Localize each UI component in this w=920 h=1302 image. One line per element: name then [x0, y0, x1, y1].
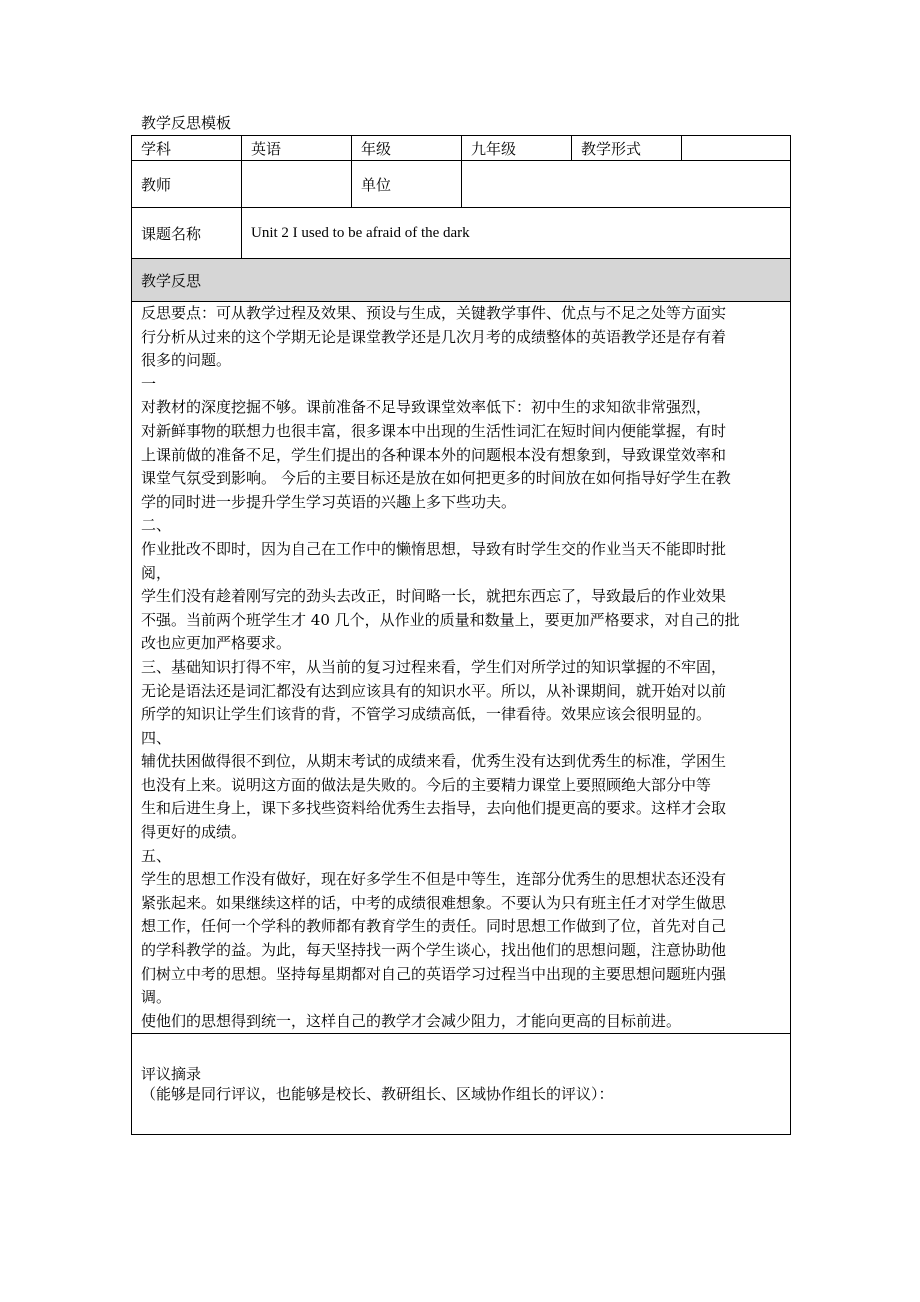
reflection-line: 辅优扶困做得很不到位，从期末考试的成绩来看，优秀生没有达到优秀生的标准，学困生: [141, 752, 727, 771]
subject-row: [132, 136, 791, 161]
teacher-value[interactable]: [242, 161, 352, 208]
reflection-content[interactable]: [132, 302, 791, 1034]
teacher-label: 教师: [132, 161, 242, 208]
reflection-line: 的学科教学的益。为此，每天坚持找一两个学生谈心，找出他们的思想问题，注意协助他: [141, 941, 727, 960]
reflection-line: 对新鲜事物的联想力也很丰富，很多课本中出现的生活性词汇在短时间内便能掌握，有时: [141, 421, 727, 440]
reflection-line: 得更好的成绩。: [141, 823, 247, 842]
reflection-line: 学的同时进一步提升学生学习英语的兴趣上多下些功夫。: [141, 492, 517, 511]
reflection-line: 也没有上来。说明这方面的做法是失败的。今后的主要精力课堂上要照顾绝大部分中等: [141, 775, 712, 794]
reflection-line: 不强。当前两个班学生才 40 几个，从作业的质量和数量上，要更加严格要求，对自己的批: [141, 610, 740, 629]
reflection-line: 阅，: [141, 563, 172, 582]
reflection-line: 学生的思想工作没有做好，现在好多学生不但是中等生，连部分优秀生的思想状态还没有: [141, 870, 727, 889]
reflection-line: 使他们的思想得到统一，这样自己的教学才会减少阻力，才能向更高的目标前进。: [141, 1011, 682, 1030]
reflection-line: 二、: [141, 516, 172, 535]
reflection-line: 生和后进生身上，课下多找些资料给优秀生去指导，去向他们提更高的要求。这样才会取: [141, 799, 727, 818]
subject-value[interactable]: 英语: [242, 136, 352, 161]
comment-note: （能够是同行评议，也能够是校长、教研组长、区域协作组长的评议）：: [141, 1085, 614, 1104]
reflection-line: 学生们没有趁着刚写完的劲头去改正，时间略一长，就把东西忘了，导致最后的作业效果: [141, 587, 727, 606]
reflection-line: 五、: [141, 846, 172, 865]
reflection-line: 作业批改不即时，因为自己在工作中的懒惰思想，导致有时学生交的作业当天不能即时批: [141, 539, 727, 558]
unit-value[interactable]: [462, 161, 791, 208]
unit-label: 单位: [352, 161, 462, 208]
reflection-header-row: [132, 259, 791, 302]
reflection-text: [141, 302, 790, 1033]
lesson-title-label: 课题名称: [132, 208, 242, 259]
comment-row: [132, 1034, 791, 1135]
reflection-line: 反思要点：可从教学过程及效果、预设与生成，关键教学事件、优点与不足之处等方面实: [141, 304, 727, 322]
teaching-form-value[interactable]: [682, 136, 791, 161]
lesson-title-value[interactable]: Unit 2 I used to be afraid of the dark: [242, 208, 791, 259]
teaching-form-label: 教学形式: [572, 136, 682, 161]
comment-title: 评议摘录: [141, 1065, 202, 1084]
subject-label: 学科: [132, 136, 242, 161]
reflection-line: 对教材的深度挖掘不够。课前准备不足导致课堂效率低下：初中生的求知欲非常强烈，: [141, 398, 712, 417]
reflection-line: 四、: [141, 728, 172, 747]
teacher-row: [132, 161, 791, 208]
reflection-header: 教学反思: [132, 259, 791, 302]
reflection-form-table: [131, 135, 791, 1135]
grade-label: 年级: [352, 136, 462, 161]
reflection-line: 很多的问题。: [141, 351, 232, 370]
reflection-line: 行分析从过来的这个学期无论是课堂教学还是几次月考的成绩整体的英语教学还是存有着: [141, 327, 727, 346]
reflection-line: 课堂气氛受到影响。 今后的主要目标还是放在如何把更多的时间放在如何指导好学生在教: [141, 469, 731, 488]
reflection-line: 改也应更加严格要求。: [141, 634, 292, 653]
reflection-content-row: [132, 302, 791, 1034]
reflection-line: 无论是语法还是词汇都没有达到应该具有的知识水平。所以，从补课期间，就开始对以前: [141, 681, 727, 700]
document-title: 教学反思模板: [141, 114, 232, 132]
comment-section[interactable]: [132, 1034, 791, 1135]
reflection-line: 一: [141, 374, 157, 393]
reflection-line: 紧张起来。如果继续这样的话，中考的成绩很难想象。不要认为只有班主任才对学生做思: [141, 893, 727, 912]
grade-value[interactable]: 九年级: [462, 136, 572, 161]
reflection-line: 上课前做的准备不足，学生们提出的各种课本外的问题根本没有想象到，导致课堂效率和: [141, 445, 727, 464]
reflection-line: 所学的知识让学生们该背的背，不管学习成绩高低，一律看待。效果应该会很明显的。: [141, 705, 712, 724]
reflection-line: 三、基础知识打得不牢，从当前的复习过程来看，学生们对所学过的知识掌握的不牢固，: [141, 657, 727, 676]
reflection-line: 想工作，任何一个学科的教师都有教育学生的责任。同时思想工作做到了位，首先对自己: [141, 917, 727, 936]
reflection-line: 们树立中考的思想。坚持每星期都对自己的英语学习过程当中出现的主要思想问题班内强: [141, 964, 727, 983]
reflection-line: 调。: [141, 988, 172, 1007]
lesson-row: [132, 208, 791, 259]
